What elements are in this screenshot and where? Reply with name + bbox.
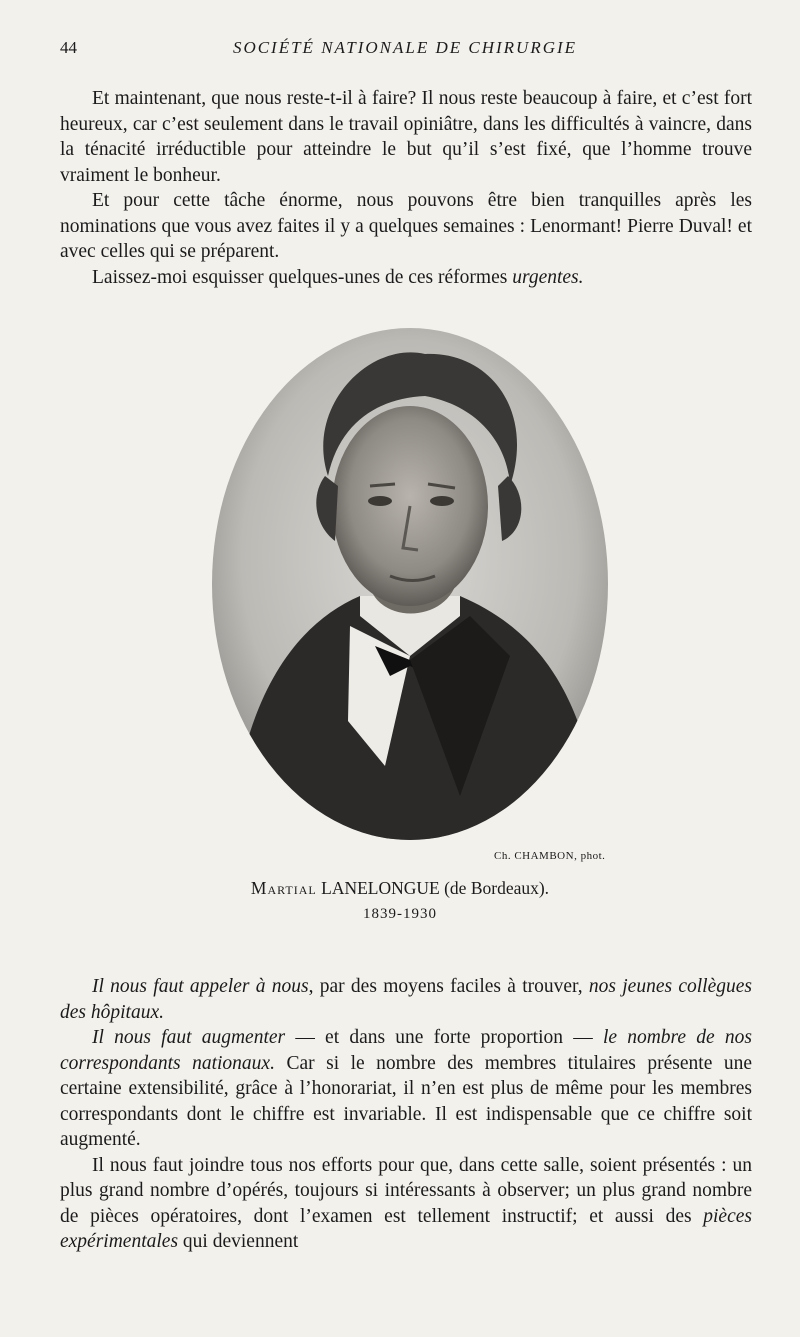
text-block-top: [60, 86, 752, 290]
photo-dates: 1839-1930: [363, 906, 437, 922]
paragraph-3-text: Laissez-moi esquisser quelques-unes de ces réformes: [92, 266, 513, 288]
paragraph-5-text-2: Car si le nombre des membres titulaires présente une certaine extensibilité, grâce à l’honorariat, il n’en est plus de même pour les membres correspondants dont le chiffre est invariable. Il est indispensable que ce chiffre soit augmenté.: [60, 1052, 752, 1150]
portrait-photo: [210, 326, 610, 842]
paragraph-6: [60, 1153, 752, 1255]
photo-caption: [0, 878, 800, 899]
running-header: [60, 38, 750, 62]
paragraph-2: Et pour cette tâche énorme, nous pouvons être bien tranquilles après les nominations que vous avez faites il y a quelques semaines : Lenormant! Pierre Duval! et avec celles qui se préparent.: [60, 190, 752, 262]
paragraph-6-text-1: Il nous faut joindre tous nos efforts pour que, dans cette salle, soient présentés : un plus grand nombre d’opérés, toujours si intéressants à observer; un plus grand nombre de pièces opératoires, dont l’examen est tellement instructif; et aussi des: [60, 1154, 752, 1227]
paragraph-4-emphasis-2: nos jeunes collègues des hôpitaux.: [60, 976, 752, 1023]
paragraph-4: [60, 974, 752, 1025]
paragraph-3-emphasis: urgentes.: [512, 266, 584, 288]
paragraph-5: [60, 1025, 752, 1153]
paragraph-5-text-1: — et dans une forte proportion —: [285, 1027, 603, 1048]
running-title: SOCIÉTÉ NATIONALE DE CHIRURGIE: [232, 38, 578, 57]
photo-credit: Ch. CHAMBON, phot.: [494, 850, 606, 862]
paragraph-4-text: , par des moyens faciles à trouver,: [308, 976, 589, 997]
paragraph-6-text-2: qui deviennent: [178, 1231, 299, 1252]
caption-rest: LANELONGUE (de Bordeaux).: [316, 878, 550, 898]
paragraph-6-emphasis: pièces expérimentales: [60, 1205, 752, 1252]
paragraph-3: [60, 265, 752, 291]
text-block-bottom: [60, 974, 752, 1255]
paragraph-5-emphasis-1: Il nous faut augmenter: [92, 1027, 286, 1048]
page-number: 44: [60, 38, 77, 57]
paragraph-4-emphasis-1: Il nous faut appeler à nous: [92, 976, 309, 997]
caption-firstname: Martial: [250, 878, 317, 898]
paragraph-5-emphasis-2: le nombre de nos correspondants nationaux.: [60, 1027, 752, 1074]
paragraph-1: Et maintenant, que nous reste-t-il à faire? Il nous reste beaucoup à faire, et c’est fort heureux, car c’est seulement dans le travail opiniâtre, dans les difficultés à vaincre, dans la ténacité irréductible pour atteindre le but qu’il s’est fixé, que l’homme trouve vraiment le bonheur.: [60, 88, 752, 186]
